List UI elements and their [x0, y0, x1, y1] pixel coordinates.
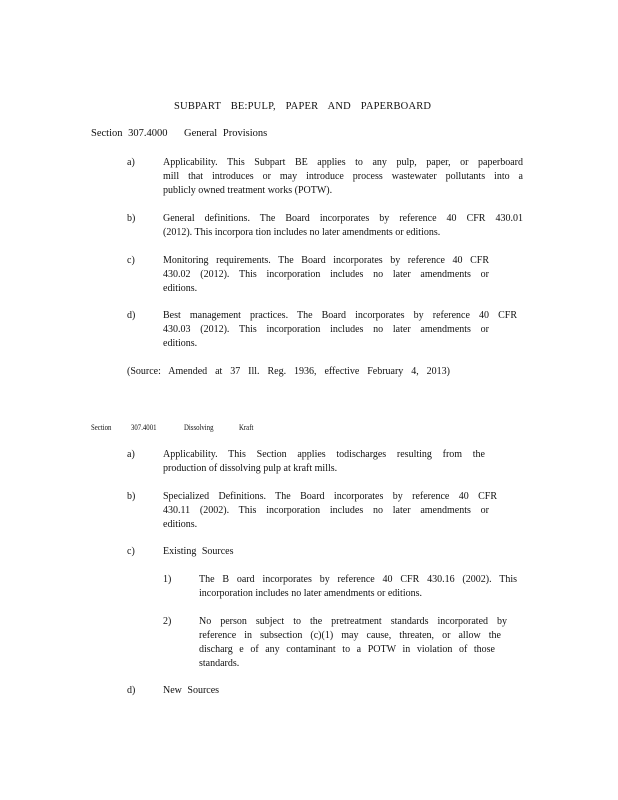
- text-line: editions.: [163, 338, 198, 349]
- section-4000-label: Section 307.4000: [91, 128, 168, 139]
- item-marker: c): [127, 255, 135, 266]
- text-line: Monitoring requirements. The Board incorporates by reference 40 CFR: [163, 255, 489, 266]
- text-line: 430.03 (2012). This incorporation includes no later amendments or: [163, 324, 489, 335]
- item-marker: c): [127, 546, 135, 557]
- subitem-board-incorporates-text: [199, 573, 517, 601]
- section-4001-heading-2: Kraft: [239, 423, 254, 432]
- subitem-no-person-text: [199, 615, 507, 671]
- text-line: mill that introduces or may introduce process wastewater pollutants into a: [163, 171, 523, 182]
- section-4001-label: Section: [91, 423, 112, 432]
- text-line: reference in subsection (c)(1) may cause, threaten, or allow the: [199, 630, 501, 641]
- text-line: 430.02 (2012). This incorporation includes no later amendments or: [163, 269, 489, 280]
- text-line: The B oard incorporates by reference 40 CFR 430.16 (2002). This: [199, 574, 517, 585]
- item-marker: d): [127, 310, 136, 321]
- section-4001-number: 307.4001: [131, 423, 157, 432]
- text-line: editions.: [163, 519, 198, 530]
- item-general-definitions-text: [163, 212, 523, 240]
- existing-sources-heading: Existing Sources: [163, 546, 234, 557]
- text-line: Applicability. This Subpart BE applies to any pulp, paper, or paperboard: [163, 157, 523, 168]
- item-marker: d): [127, 685, 136, 696]
- item-marker: a): [127, 449, 135, 460]
- item-applicability-text: [163, 156, 523, 198]
- section-4000-heading: General Provisions: [184, 128, 268, 139]
- text-line: editions.: [163, 283, 198, 294]
- subpart-title: SUBPART BE:PULP, PAPER AND PAPERBOARD: [174, 101, 432, 112]
- item-monitoring-text: [163, 254, 489, 296]
- new-sources-heading: New Sources: [163, 685, 220, 696]
- text-line: Best management practices. The Board incorporates by reference 40 CFR: [163, 310, 517, 321]
- subitem-marker: 1): [163, 574, 172, 585]
- source-note: (Source: Amended at 37 Ill. Reg. 1936, effective February 4, 2013): [127, 366, 450, 377]
- text-line: 430.11 (2002). This incorporation includes no later amendments or: [163, 505, 489, 516]
- section-4001-heading-1: Dissolving: [184, 423, 214, 432]
- text-line: No person subject to the pretreatment standards incorporated by: [199, 616, 507, 627]
- subitem-marker: 2): [163, 616, 172, 627]
- item-marker: b): [127, 491, 136, 502]
- item-specialized-definitions-text: [163, 490, 497, 532]
- item-marker: a): [127, 157, 135, 168]
- text-line: standards.: [199, 658, 240, 669]
- text-line: incorporation includes no later amendments or editions.: [199, 588, 422, 599]
- item-applicability-kraft-text: [163, 448, 485, 476]
- text-line: (2012). This incorpora tion includes no later amendments or editions.: [163, 227, 441, 238]
- text-line: General definitions. The Board incorporates by reference 40 CFR 430.01: [163, 213, 523, 224]
- text-line: publicly owned treatment works (POTW).: [163, 185, 333, 196]
- text-line: Specialized Definitions. The Board incorporates by reference 40 CFR: [163, 491, 497, 502]
- item-marker: b): [127, 213, 136, 224]
- text-line: Applicability. This Section applies todischarges resulting from the: [163, 449, 485, 460]
- text-line: discharg e of any contaminant to a POTW in violation of those: [199, 644, 495, 655]
- item-best-management-text: [163, 309, 517, 351]
- text-line: production of dissolving pulp at kraft mills.: [163, 463, 338, 474]
